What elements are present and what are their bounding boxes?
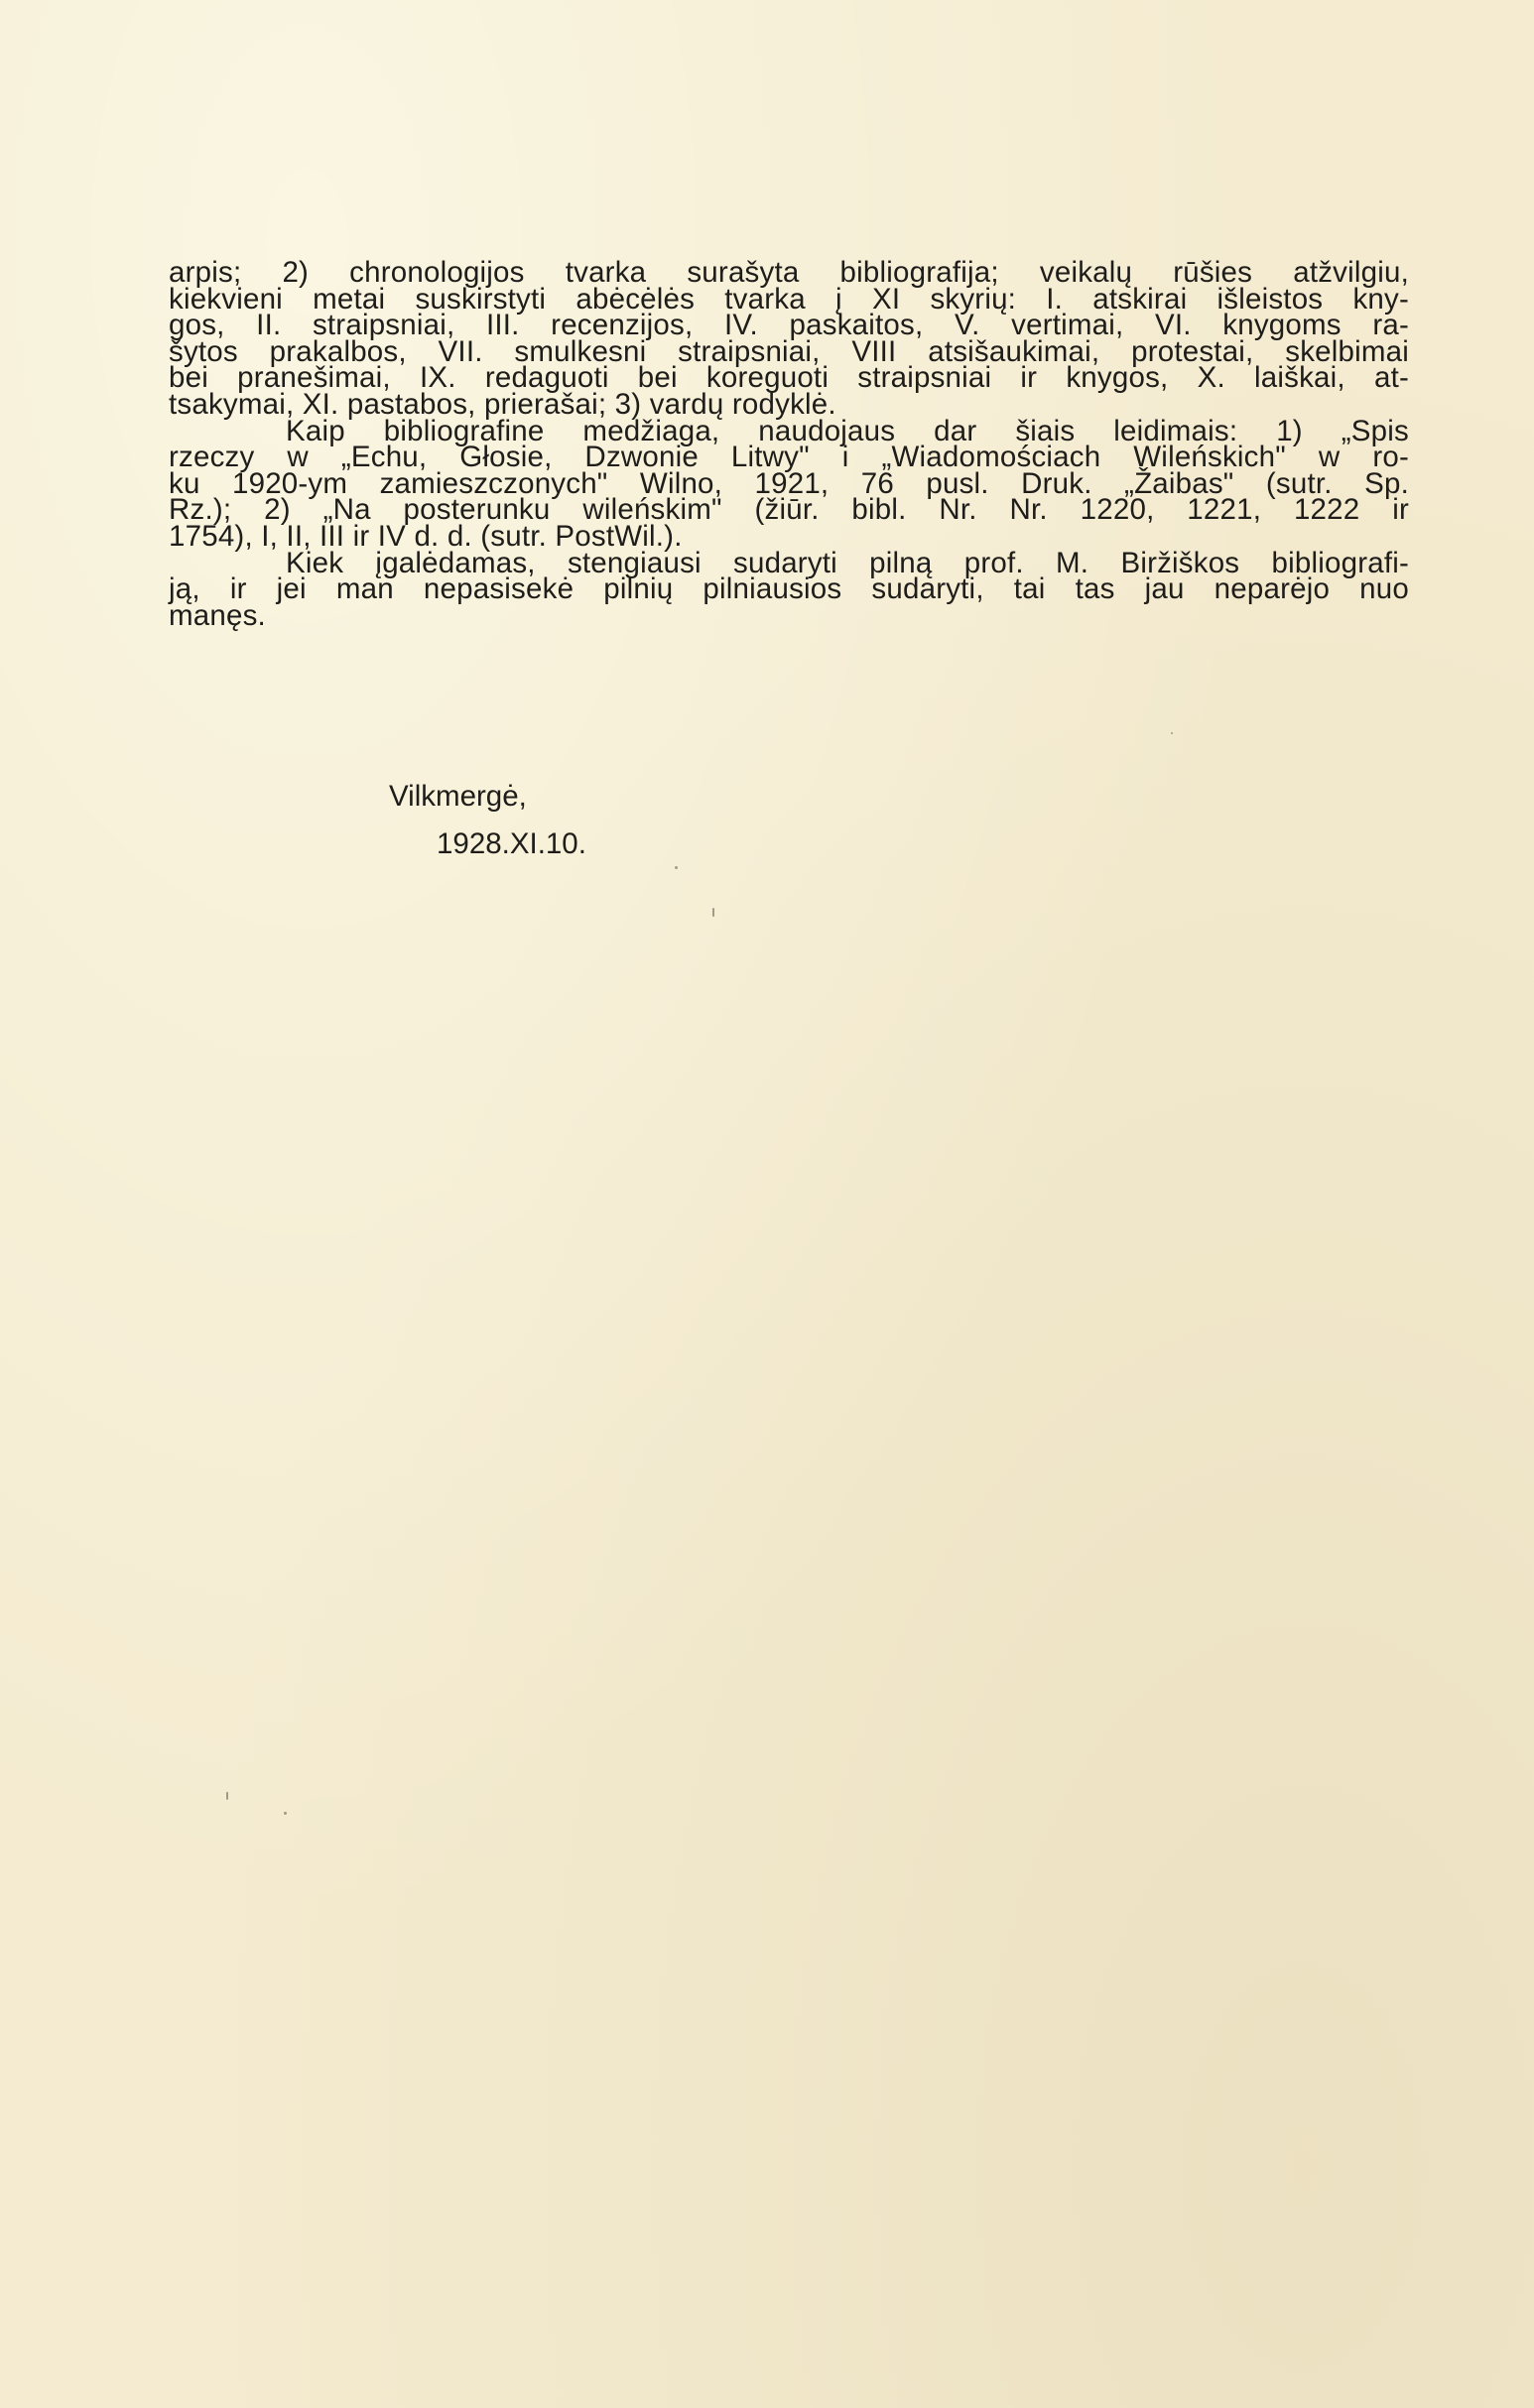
paper-speck bbox=[284, 1812, 287, 1815]
text-line: arpis; 2) chronologijos tvarka surašyta bibliografija; veikalų rūšies atžvilgiu, bbox=[169, 256, 1409, 289]
body-text bbox=[169, 256, 1409, 632]
signoff-date: 1928.XI.10. bbox=[437, 827, 586, 860]
text-line: bei pranešimai, IX. redaguoti bei koreguoti straipsniai ir knygos, X. laiškai, at- bbox=[169, 361, 1409, 395]
text-line: gos, II. straipsniai, III. recenzijos, IV. paskaitos, V. vertimai, VI. knygoms ra- bbox=[169, 309, 1409, 342]
text-line: 1754), I, II, III ir IV d. d. (sutr. PostWil.). bbox=[169, 519, 683, 553]
paper-speck bbox=[226, 1792, 228, 1800]
text-line: ją, ir jei man nepasisekė pilnių pilniausios sudaryti, tai tas jau neparėjo nuo bbox=[169, 572, 1409, 606]
text-line: manęs. bbox=[169, 598, 266, 632]
text-line: Kiek įgalėdamas, stengiausi sudaryti pilną prof. M. Biržiškos bibliografi- bbox=[286, 546, 1409, 579]
text-line: Kaip bibliografine medžiaga, naudojaus dar šiais leidimais: 1) „Spis bbox=[286, 414, 1409, 447]
text-line: rzeczy w „Echu, Głosie, Dzwonie Litwy" i „Wiadomościach Wileńskich" w ro- bbox=[169, 441, 1409, 474]
paper-speck bbox=[1171, 732, 1173, 734]
text-line: tsakymai, XI. pastabos, prierašai; 3) vardų rodyklė. bbox=[169, 387, 836, 421]
text-line: ku 1920-ym zamieszczonych" Wilno, 1921, 76 pusl. Druk. „Žaibas" (sutr. Sp. bbox=[169, 466, 1409, 500]
paper-speck bbox=[675, 866, 678, 869]
paper-speck bbox=[712, 908, 714, 917]
signoff-place: Vilkmergė, bbox=[389, 780, 527, 813]
text-line: šytos prakalbos, VII. smulkesni straipsniai, VIII atsišaukimai, protestai, skelbimai bbox=[169, 334, 1409, 368]
text-line: Rz.); 2) „Na posterunku wileńskim" (žiūr. bibl. Nr. Nr. 1220, 1221, 1222 ir bbox=[169, 493, 1409, 527]
text-line: kiekvieni metai suskirstyti abėcėlės tvarka į XI skyrių: I. atskirai išleistos kny- bbox=[169, 282, 1409, 316]
